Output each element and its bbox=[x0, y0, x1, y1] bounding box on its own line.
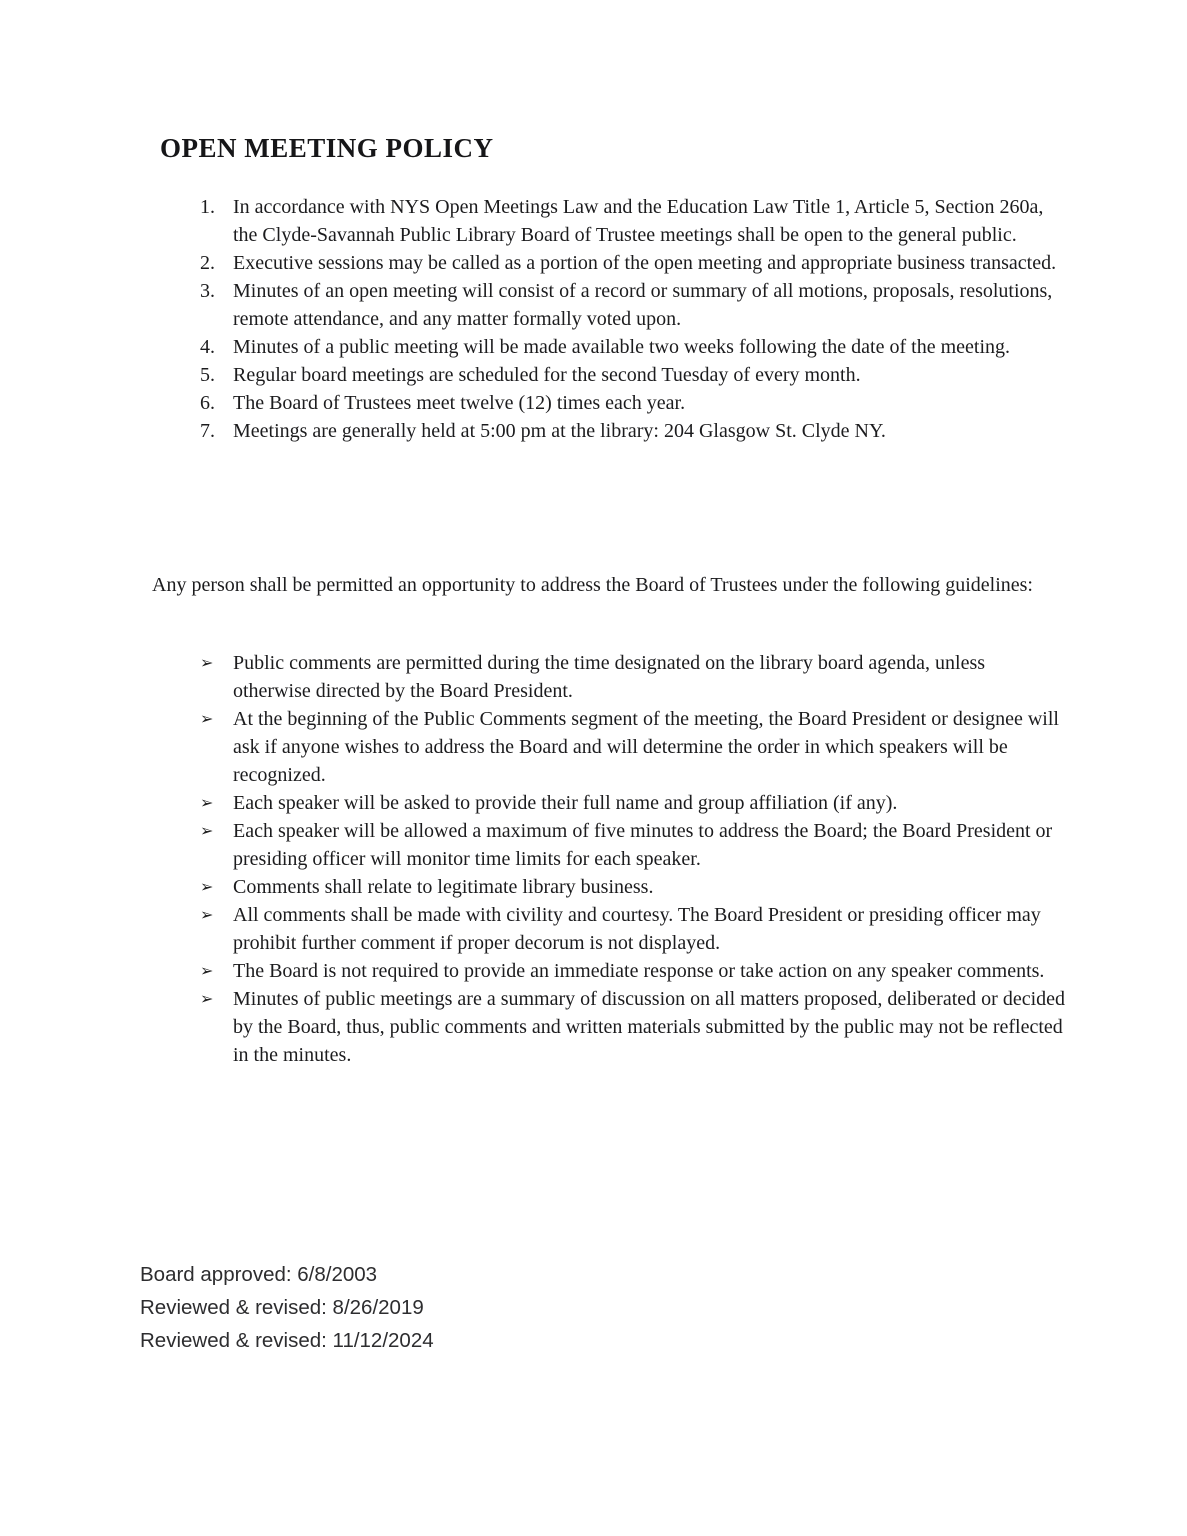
item-text: Minutes of a public meeting will be made available two weeks following the date of the meeting. bbox=[233, 336, 1011, 358]
item-text: Minutes of an open meeting will consist of a record or summary of all motions, proposals, resolutions, remote attendance, and any matter formally voted upon. bbox=[233, 280, 1053, 330]
arrow-bullet-icon: ➢ bbox=[200, 877, 214, 896]
document-title: OPEN MEETING POLICY bbox=[160, 133, 494, 163]
guideline-text: At the beginning of the Public Comments segment of the meeting, the Board President or designee will ask if anyone wishes to address the Board and will determine the order in which speakers will be recognized. bbox=[233, 708, 1059, 786]
numbered-item bbox=[200, 361, 1063, 389]
numbered-item bbox=[200, 277, 1063, 333]
item-number: 3. bbox=[200, 280, 215, 302]
item-number: 2. bbox=[200, 252, 215, 274]
arrow-bullet-icon: ➢ bbox=[200, 793, 214, 812]
numbered-item bbox=[200, 193, 1063, 249]
item-number: 1. bbox=[200, 196, 215, 218]
revision-history bbox=[140, 1258, 434, 1357]
guideline-text: Minutes of public meetings are a summary of discussion on all matters proposed, deliberated or decided by the Board, thus, public comments and written materials submitted by the public may not be reflected in the minutes. bbox=[233, 988, 1066, 1066]
guideline-item bbox=[200, 873, 1066, 901]
guideline-item bbox=[200, 705, 1066, 789]
arrow-bullet-icon: ➢ bbox=[200, 709, 214, 728]
guideline-item bbox=[200, 957, 1066, 985]
guideline-item bbox=[200, 985, 1066, 1069]
guideline-text: Each speaker will be allowed a maximum of five minutes to address the Board; the Board President or presiding officer will monitor time limits for each speaker. bbox=[233, 820, 1053, 870]
arrow-bullet-icon: ➢ bbox=[200, 905, 214, 924]
guidelines-bullet-list bbox=[200, 649, 1066, 1069]
item-text: Executive sessions may be called as a portion of the open meeting and appropriate business transacted. bbox=[233, 252, 1057, 274]
arrow-bullet-icon: ➢ bbox=[200, 653, 214, 672]
guideline-item bbox=[200, 901, 1066, 957]
item-text: The Board of Trustees meet twelve (12) times each year. bbox=[233, 392, 686, 414]
guideline-item bbox=[200, 789, 1066, 817]
guideline-text: All comments shall be made with civility and courtesy. The Board President or presiding officer may prohibit further comment if proper decorum is not displayed. bbox=[233, 904, 1041, 954]
guideline-text: Public comments are permitted during the time designated on the library board agenda, unless otherwise directed by the Board President. bbox=[233, 652, 986, 702]
intro-paragraph: Any person shall be permitted an opportunity to address the Board of Trustees under the following guidelines: bbox=[152, 574, 1033, 596]
policy-numbered-list bbox=[200, 193, 1063, 445]
item-number: 7. bbox=[200, 420, 215, 442]
guideline-item bbox=[200, 817, 1066, 873]
arrow-bullet-icon: ➢ bbox=[200, 961, 214, 980]
item-text: Meetings are generally held at 5:00 pm at the library: 204 Glasgow St. Clyde NY. bbox=[233, 420, 886, 442]
arrow-bullet-icon: ➢ bbox=[200, 821, 214, 840]
guideline-text: Comments shall relate to legitimate library business. bbox=[233, 876, 654, 898]
item-number: 4. bbox=[200, 336, 215, 358]
guideline-text: Each speaker will be asked to provide their full name and group affiliation (if any). bbox=[233, 792, 898, 814]
numbered-item bbox=[200, 333, 1063, 361]
arrow-bullet-icon: ➢ bbox=[200, 989, 214, 1008]
numbered-item bbox=[200, 417, 1063, 445]
item-text: In accordance with NYS Open Meetings Law and the Education Law Title 1, Article 5, Section 260a, the Clyde-Savannah Public Library Board of Trustee meetings shall be open to the general public. bbox=[233, 196, 1044, 246]
guideline-text: The Board is not required to provide an immediate response or take action on any speaker comments. bbox=[233, 960, 1045, 982]
item-number: 5. bbox=[200, 364, 215, 386]
revision-line: Reviewed & revised: 11/12/2024 bbox=[140, 1329, 434, 1352]
item-number: 6. bbox=[200, 392, 215, 414]
guideline-item bbox=[200, 649, 1066, 705]
revision-line: Reviewed & revised: 8/26/2019 bbox=[140, 1296, 424, 1319]
numbered-item bbox=[200, 249, 1063, 277]
revision-line: Board approved: 6/8/2003 bbox=[140, 1263, 378, 1286]
numbered-item bbox=[200, 389, 1063, 417]
item-text: Regular board meetings are scheduled for the second Tuesday of every month. bbox=[233, 364, 861, 386]
